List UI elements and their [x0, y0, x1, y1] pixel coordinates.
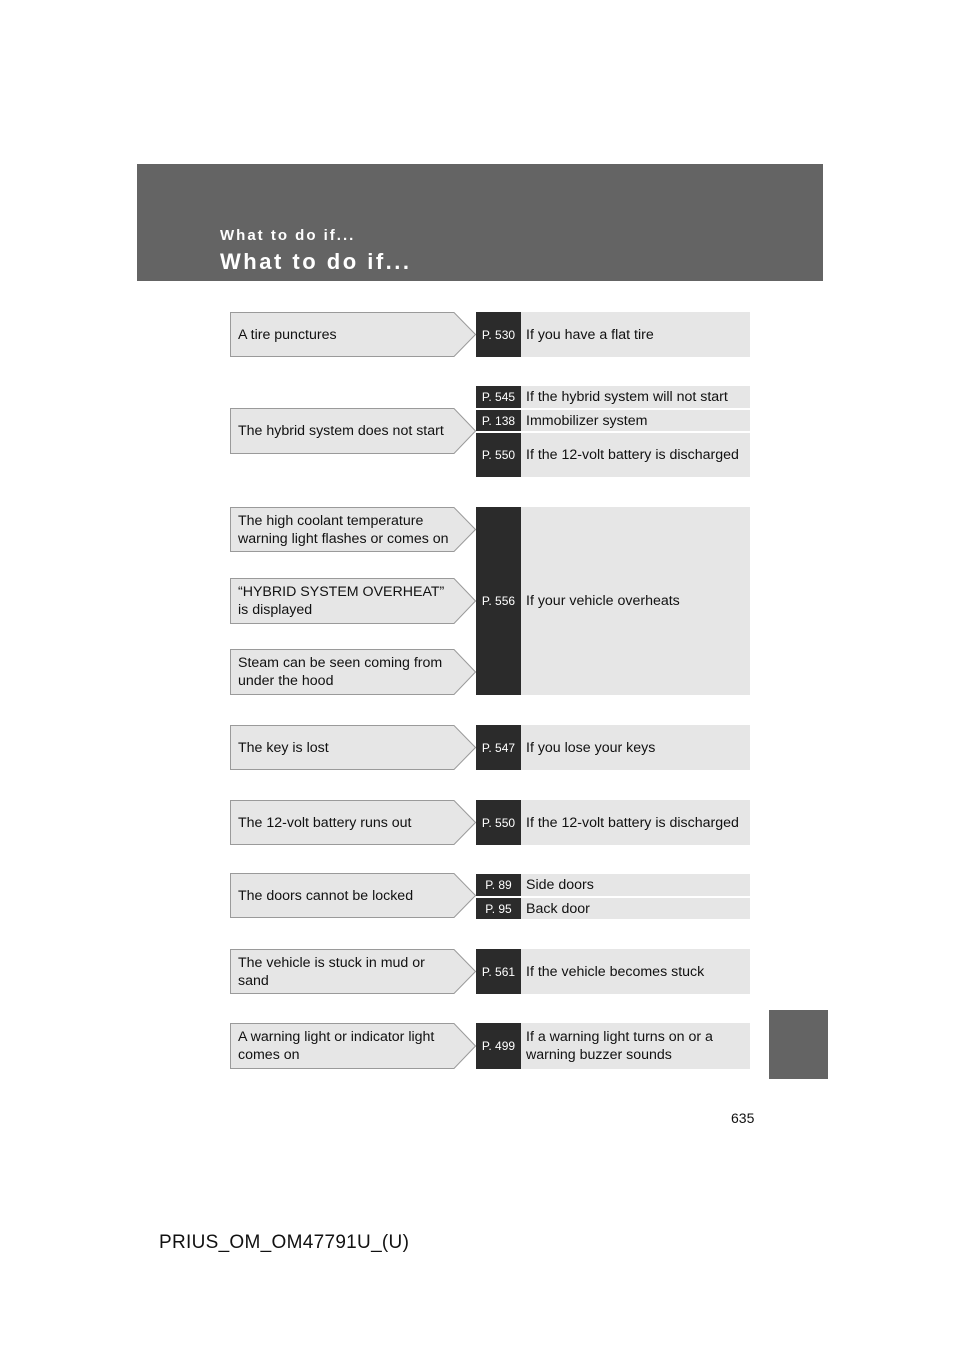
section-subtitle: What to do if... — [220, 227, 356, 244]
page-reference[interactable]: P. 530 — [476, 312, 521, 357]
problem-box — [230, 800, 476, 845]
problem-box — [230, 873, 476, 918]
section-title: What to do if... — [220, 249, 412, 274]
page-reference[interactable]: P. 545 — [476, 386, 521, 408]
reference-text: If the 12-volt battery is discharged — [526, 814, 739, 831]
section-header — [137, 164, 823, 281]
reference-row[interactable] — [476, 898, 750, 919]
reference-row[interactable] — [476, 725, 750, 770]
page-reference[interactable]: P. 499 — [476, 1023, 521, 1069]
problem-text: The vehicle is stuck in mud or sand — [238, 954, 425, 989]
reference-text: If the 12-volt battery is discharged — [526, 447, 739, 463]
reference-row[interactable] — [476, 386, 750, 408]
page-reference[interactable]: P. 547 — [476, 725, 521, 770]
reference-text: Back door — [526, 900, 590, 917]
document-code: PRIUS_OM_OM47791U_(U) — [159, 1232, 410, 1253]
problem-box — [230, 649, 476, 695]
reference-text: Side doors — [526, 877, 594, 893]
problem-box — [230, 725, 476, 770]
reference-row[interactable] — [476, 507, 750, 695]
problem-box — [230, 507, 476, 552]
problem-text: A warning light or indicator light comes on — [238, 1029, 435, 1063]
page-reference[interactable]: P. 550 — [476, 800, 521, 845]
problem-box — [230, 408, 476, 454]
problem-text: The 12-volt battery runs out — [238, 814, 412, 831]
reference-text: Immobilizer system — [526, 412, 648, 429]
reference-row[interactable] — [476, 433, 750, 477]
problem-text: The key is lost — [238, 739, 329, 756]
page-reference[interactable]: P. 95 — [476, 898, 521, 919]
page-number: 635 — [731, 1110, 755, 1126]
reference-text: If you lose your keys — [526, 739, 656, 756]
problem-text: A tire punctures — [238, 326, 337, 343]
problem-text: Steam can be seen coming from under the hood — [238, 655, 443, 689]
reference-text: If you have a flat tire — [526, 326, 654, 343]
reference-row[interactable] — [476, 800, 750, 845]
page-reference[interactable]: P. 556 — [476, 507, 521, 695]
problem-box — [230, 949, 476, 994]
reference-row[interactable] — [476, 410, 750, 431]
reference-row[interactable] — [476, 312, 750, 357]
problem-text: “HYBRID SYSTEM OVERHEAT” is displayed — [238, 584, 445, 618]
problem-box — [230, 1023, 476, 1069]
page-reference[interactable]: P. 561 — [476, 949, 521, 994]
reference-text: If a warning light turns on or a warning buzzer sounds — [526, 1029, 713, 1063]
problem-box — [230, 312, 476, 357]
page-reference[interactable]: P. 89 — [476, 874, 521, 896]
problem-text: The high coolant temperature warning light flashes or comes on — [238, 512, 449, 547]
page-reference[interactable]: P. 550 — [476, 433, 521, 477]
problem-text: The doors cannot be locked — [238, 887, 414, 904]
problem-text: The hybrid system does not start — [238, 423, 444, 439]
page-reference[interactable]: P. 138 — [476, 410, 521, 431]
reference-text: If your vehicle overheats — [526, 593, 680, 609]
reference-row[interactable] — [476, 874, 750, 896]
reference-text: If the vehicle becomes stuck — [526, 963, 705, 980]
reference-text: If the hybrid system will not start — [526, 389, 728, 405]
problem-box — [230, 578, 476, 624]
chapter-tab — [769, 1010, 828, 1079]
reference-row[interactable] — [476, 1023, 750, 1069]
reference-row[interactable] — [476, 949, 750, 994]
